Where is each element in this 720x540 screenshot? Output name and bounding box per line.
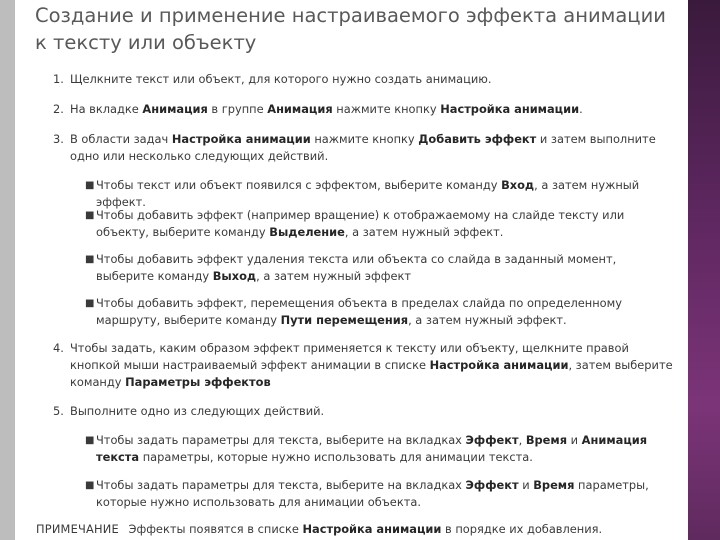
step-text: На вкладке Анимация в группе Анимация нажмите кнопку Настройка анимации. xyxy=(70,102,583,116)
step-3-bullet-3 xyxy=(85,251,676,285)
note-text: Эффекты появятся в списке Настройка анимации в порядке их добавления. xyxy=(128,522,603,536)
bold-term: Анимация xyxy=(267,102,333,116)
step-number: 3. xyxy=(53,132,64,146)
instructions-body xyxy=(15,0,689,540)
bullet-text: Чтобы текст или объект появился с эффектом, выберите команду Вход, а затем нужный эффект. xyxy=(96,178,640,209)
bold-term: Добавить эффект xyxy=(418,132,537,146)
bullet-text: Чтобы задать параметры для текста, выберите на вкладках Эффект, Время и Анимация текста параметры, которые нужно использовать для анимации текста. xyxy=(96,433,648,464)
bold-term: Пути перемещения xyxy=(280,313,409,327)
document-page xyxy=(14,0,689,540)
bold-term: Настройка анимации xyxy=(440,102,580,116)
step-number: 4. xyxy=(53,341,64,355)
bullet-text: Чтобы добавить эффект удаления текста или объекта со слайда в заданный момент, выберите команду Выход, а затем нужный эффект xyxy=(96,252,617,283)
bold-term: Выход xyxy=(212,269,257,283)
bullet-square-icon: ■ xyxy=(85,254,95,265)
bold-term: Выделение xyxy=(269,225,345,239)
bold-term: Анимация текста xyxy=(96,433,648,464)
step-text: Щелкните текст или объект, для которого нужно создать анимацию. xyxy=(70,72,492,86)
bold-term: Вход xyxy=(501,178,535,192)
decorative-sidebar xyxy=(688,0,720,540)
step-4 xyxy=(53,340,675,391)
step-text: В области задач Настройка анимации нажмите кнопку Добавить эффект и затем выполните одно или несколько следующих действий. xyxy=(70,132,656,163)
bullet-square-icon: ■ xyxy=(85,180,95,191)
bold-term: Настройка анимации xyxy=(171,132,311,146)
bullet-square-icon: ■ xyxy=(85,480,95,491)
step-3-bullet-1 xyxy=(85,177,676,211)
step-number: 2. xyxy=(53,102,64,116)
bullet-square-icon: ■ xyxy=(85,298,95,309)
step-number: 1. xyxy=(53,72,64,86)
step-1 xyxy=(53,71,673,88)
step-2 xyxy=(53,101,673,118)
bullet-text: Чтобы добавить эффект, перемещения объекта в пределах слайда по определенному маршруту, выберите команду Пути перемещения, а затем нужный эффект. xyxy=(96,296,622,327)
step-5-bullet-1 xyxy=(85,432,676,466)
bold-term: Эффект xyxy=(465,433,519,447)
bullet-text: Чтобы задать параметры для текста, выберите на вкладках Эффект и Время параметры, которые нужно использовать для анимации объекта. xyxy=(96,478,649,509)
bullet-square-icon: ■ xyxy=(85,435,95,446)
bold-term: Время xyxy=(533,478,575,492)
step-3 xyxy=(53,131,675,165)
left-margin-strip xyxy=(0,0,14,540)
bold-term: Параметры эффектов xyxy=(125,375,271,389)
bold-term: Настройка анимации xyxy=(429,358,569,372)
step-3-bullet-2 xyxy=(85,207,676,241)
bullet-text: Чтобы добавить эффект (например вращение) к отображаемому на слайде тексту или объекту, выберите команду Выделение, а затем нужный эффект. xyxy=(96,208,625,239)
step-5-bullet-2 xyxy=(85,477,676,511)
step-3-bullet-4 xyxy=(85,295,676,329)
page-title: Создание и применение настраиваемого эффекта анимации к тексту или объекту xyxy=(35,4,666,54)
step-5 xyxy=(53,403,675,420)
bold-term: Эффект xyxy=(465,478,519,492)
note-line xyxy=(36,521,686,538)
bold-term: Время xyxy=(525,433,568,447)
step-text: Чтобы задать, каким образом эффект применяется к тексту или объекту, щелкните правой кнопкой мыши настраиваемый эффект анимации в списке Настройка анимации, затем выберите команду Параметры эффектов xyxy=(70,341,673,389)
note-label: ПРИМЕЧАНИЕ xyxy=(36,522,119,536)
bold-term: Настройка анимации xyxy=(302,522,442,536)
step-number: 5. xyxy=(53,404,64,418)
step-text: Выполните одно из следующих действий. xyxy=(70,404,325,418)
bullet-square-icon: ■ xyxy=(85,210,95,221)
bold-term: Анимация xyxy=(142,102,208,116)
